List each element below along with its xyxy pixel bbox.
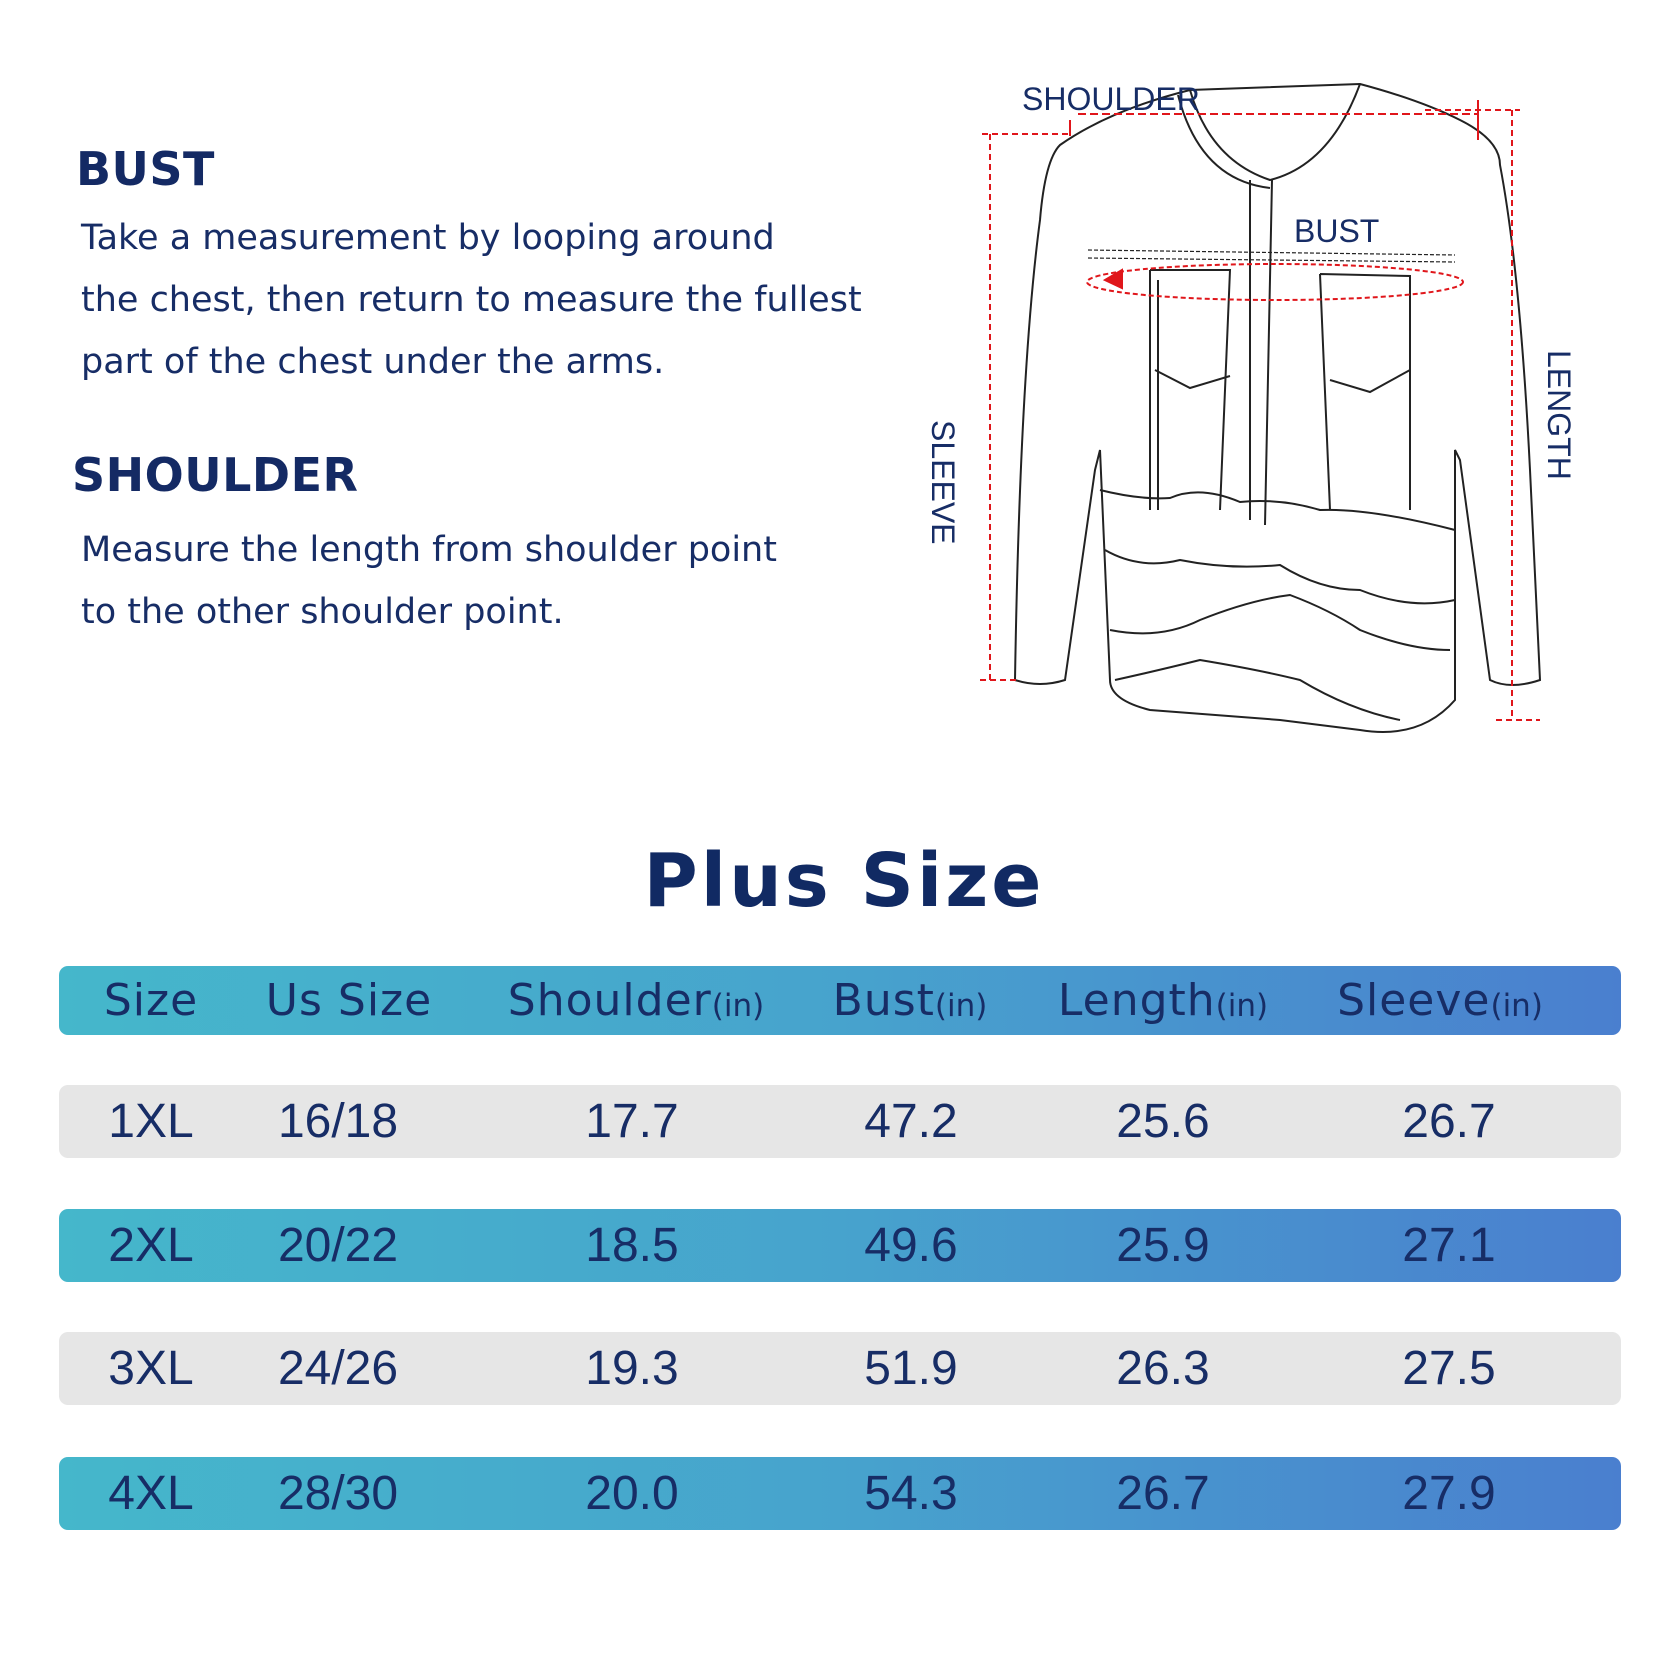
header-size — [104, 966, 198, 1035]
table-row — [59, 1085, 1621, 1158]
cell-bust: 49.6 — [864, 1219, 958, 1272]
cell-size: 1XL — [108, 1095, 194, 1148]
shoulder-line: to the other shoulder point. — [81, 592, 564, 632]
header-unit: (in) — [1215, 987, 1269, 1024]
cell-bust: 51.9 — [864, 1342, 958, 1395]
header-us-size — [266, 966, 432, 1035]
cell-sleeve: 27.1 — [1402, 1219, 1496, 1272]
cell-length: 25.9 — [1116, 1219, 1210, 1272]
bust-description — [81, 207, 862, 393]
size-chart-title: Plus Size — [643, 838, 1045, 924]
bust-label: BUST — [1294, 213, 1380, 249]
table-row — [59, 1332, 1621, 1405]
table-header — [59, 966, 1621, 1035]
cell-shoulder: 18.5 — [585, 1219, 679, 1272]
cell-us-size: 20/22 — [277, 1219, 399, 1272]
cell-length: 25.6 — [1116, 1095, 1210, 1148]
jacket-outline — [1015, 84, 1540, 732]
table-row — [59, 1457, 1621, 1530]
cell-shoulder: 17.7 — [585, 1095, 679, 1148]
cell-shoulder: 19.3 — [585, 1342, 679, 1395]
bust-line: Take a measurement by looping around — [81, 218, 775, 258]
cell-sleeve: 27.5 — [1402, 1342, 1496, 1395]
shoulder-line: Measure the length from shoulder point — [81, 530, 777, 570]
cell-length: 26.7 — [1116, 1467, 1210, 1520]
header-unit: (in) — [1490, 987, 1543, 1024]
cell-size: 2XL — [108, 1219, 194, 1272]
header-unit: (in) — [934, 987, 988, 1024]
cell-bust: 47.2 — [864, 1095, 958, 1148]
bust-heading: BUST — [76, 142, 215, 196]
table-row — [59, 1209, 1621, 1282]
shoulder-heading: SHOULDER — [72, 448, 359, 502]
cell-bust: 54.3 — [864, 1467, 958, 1520]
shoulder-label: SHOULDER — [1022, 81, 1200, 117]
cell-length: 26.3 — [1116, 1342, 1210, 1395]
cell-size: 3XL — [108, 1342, 194, 1395]
header-label: Us Size — [265, 975, 433, 1026]
header-unit: (in) — [711, 987, 765, 1024]
cell-shoulder: 20.0 — [585, 1467, 679, 1520]
cell-sleeve: 26.7 — [1402, 1095, 1496, 1148]
header-label: Sleeve — [1337, 975, 1491, 1026]
header-shoulder — [508, 966, 764, 1035]
cell-us-size: 28/30 — [277, 1467, 399, 1520]
header-label: Length — [1057, 975, 1216, 1026]
shoulder-description — [81, 519, 777, 643]
cell-us-size: 16/18 — [277, 1095, 399, 1148]
header-length — [1058, 966, 1268, 1035]
jacket-measurement-diagram — [900, 70, 1600, 760]
cell-size: 4XL — [108, 1467, 194, 1520]
header-label: Shoulder — [507, 975, 712, 1026]
header-label: Bust — [832, 975, 935, 1026]
sleeve-label: SLEEVE — [925, 420, 961, 545]
header-label: Size — [103, 975, 199, 1026]
cell-sleeve: 27.9 — [1402, 1467, 1496, 1520]
length-label: LENGTH — [1541, 350, 1577, 480]
header-bust — [833, 966, 988, 1035]
header-sleeve — [1337, 966, 1543, 1035]
bust-line: the chest, then return to measure the fullest — [81, 280, 862, 320]
cell-us-size: 24/26 — [277, 1342, 399, 1395]
bust-line: part of the chest under the arms. — [81, 342, 665, 382]
